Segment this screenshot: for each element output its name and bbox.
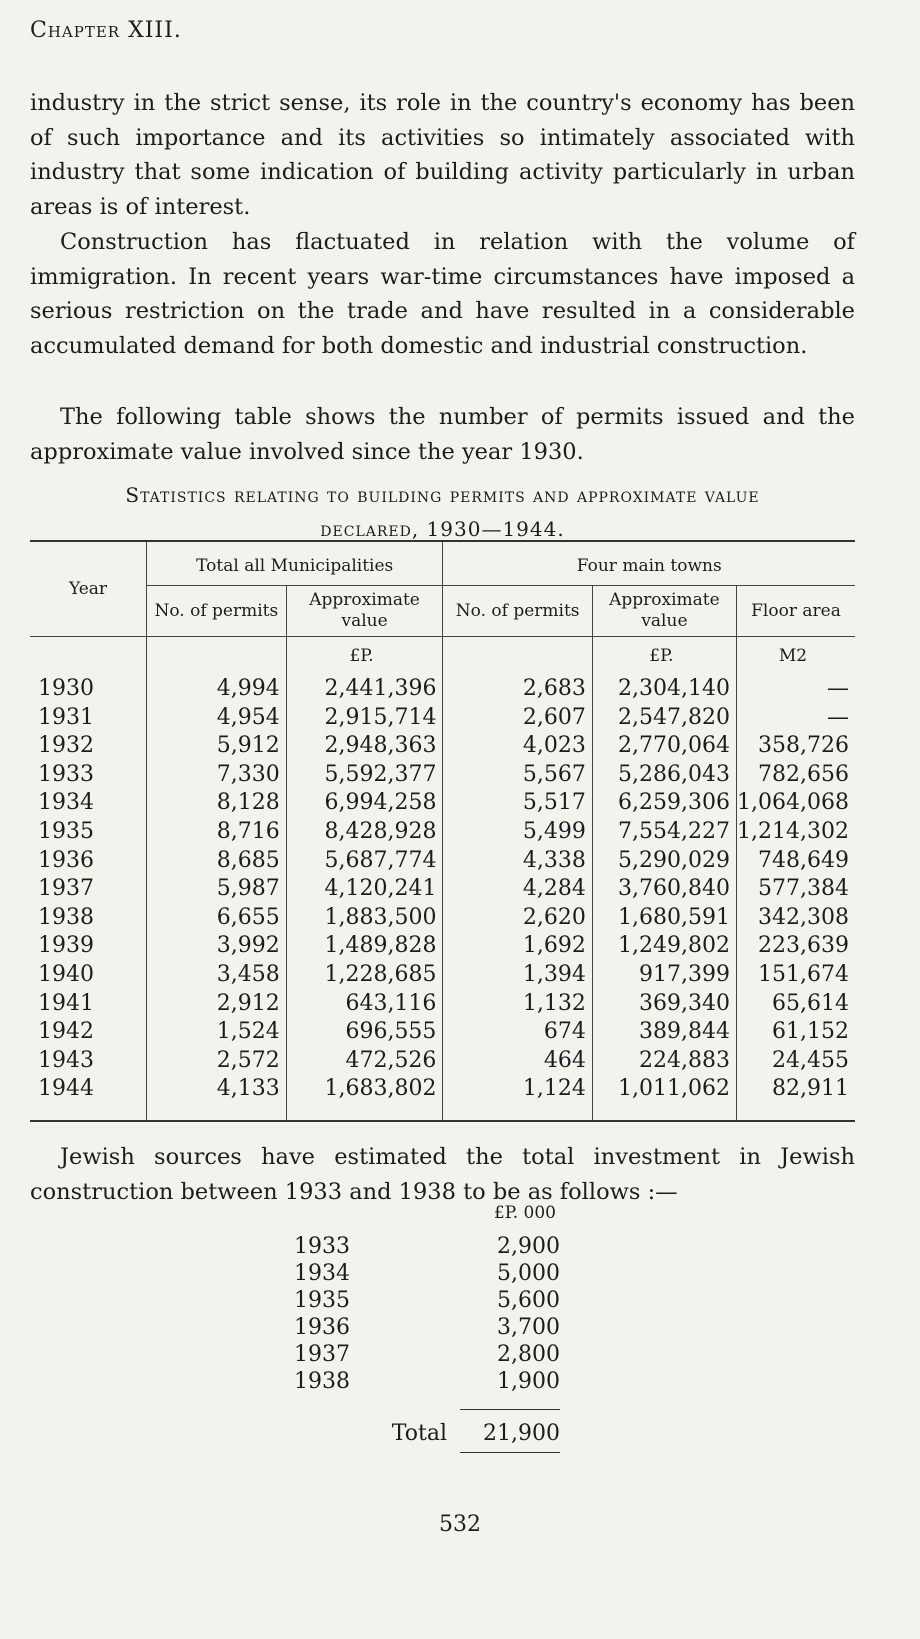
cell-floor-area: 782,656 [737, 761, 856, 790]
cell-floor-area: 577,384 [737, 875, 856, 904]
paragraph-3: The following table shows the number of permits issued and the approximate value involved since the year 1930. [30, 404, 855, 465]
cell-value-towns: 1,011,062 [592, 1075, 736, 1104]
header-group-municipalities: Total all Municipalities [146, 541, 442, 586]
cell-value-towns: 6,259,306 [592, 789, 736, 818]
table-row [30, 904, 855, 933]
cell-permits-towns: 464 [443, 1047, 592, 1076]
table-row [30, 789, 855, 818]
table-row [30, 732, 855, 761]
cell-permits-towns: 5,567 [443, 761, 592, 790]
investment-row [280, 1368, 560, 1395]
table-row [30, 961, 855, 990]
cell-permits: 1,524 [146, 1018, 286, 1047]
cell-permits-towns: 2,607 [443, 704, 592, 733]
cell-permits: 3,992 [146, 932, 286, 961]
header-floor-area: Floor area [737, 586, 856, 637]
cell-year: 1940 [38, 961, 94, 987]
cell-permits-towns: 4,023 [443, 732, 592, 761]
table-row [30, 1018, 855, 1047]
investment-year: 1938 [294, 1369, 350, 1394]
cell-floor-area: 1,064,068 [737, 789, 856, 818]
cell-value-towns: 5,290,029 [592, 847, 736, 876]
cell-value-towns: 7,554,227 [592, 818, 736, 847]
cell-year: 1937 [38, 876, 94, 902]
cell-value-towns: 1,249,802 [592, 932, 736, 961]
investment-year: 1934 [294, 1261, 350, 1286]
cell-floor-area: 223,639 [737, 932, 856, 961]
cell-permits: 8,128 [146, 789, 286, 818]
investment-amount: 3,700 [497, 1315, 560, 1340]
building-permits-table [30, 540, 855, 1122]
cell-floor-area: 65,614 [737, 990, 856, 1019]
cell-floor-area: 358,726 [737, 732, 856, 761]
investment-year: 1935 [294, 1288, 350, 1313]
cell-floor-area: 748,649 [737, 847, 856, 876]
cell-permits: 3,458 [146, 961, 286, 990]
cell-permits: 8,685 [146, 847, 286, 876]
cell-permits-towns: 2,620 [443, 904, 592, 933]
cell-permits: 4,994 [146, 675, 286, 704]
cell-value-towns: 3,760,840 [592, 875, 736, 904]
cell-year: 1938 [38, 904, 94, 930]
chapter-heading: Chapter XIII. [30, 18, 182, 43]
cell-value: 2,915,714 [286, 704, 443, 733]
cell-permits-towns: 5,499 [443, 818, 592, 847]
header-year: Year [30, 541, 146, 637]
unit-floor: M2 [737, 637, 856, 676]
cell-value: 696,555 [286, 1018, 443, 1047]
cell-permits-towns: 674 [443, 1018, 592, 1047]
cell-value-towns: 389,844 [592, 1018, 736, 1047]
cell-permits-towns: 1,132 [443, 990, 592, 1019]
cell-value: 5,687,774 [286, 847, 443, 876]
cell-permits: 6,655 [146, 904, 286, 933]
cell-floor-area: 82,911 [737, 1075, 856, 1104]
cell-year: 1932 [38, 733, 94, 759]
table-row [30, 1047, 855, 1076]
cell-value-towns: 2,770,064 [592, 732, 736, 761]
investment-row [280, 1314, 560, 1341]
cell-permits: 5,912 [146, 732, 286, 761]
cell-year: 1942 [38, 1019, 94, 1045]
cell-year: 1933 [38, 761, 94, 787]
investment-year: 1936 [294, 1315, 350, 1340]
cell-floor-area: — [737, 675, 856, 704]
investment-year: 1937 [294, 1342, 350, 1367]
cell-permits-towns: 2,683 [443, 675, 592, 704]
cell-year: 1930 [38, 676, 94, 701]
unit-value-towns: £P. [592, 637, 736, 676]
table-row [30, 847, 855, 876]
cell-permits: 2,912 [146, 990, 286, 1019]
header-group-four-towns: Four main towns [443, 541, 855, 586]
header-value-towns: Approximate value [592, 586, 736, 637]
investment-row [280, 1233, 560, 1260]
cell-permits: 8,716 [146, 818, 286, 847]
investment-amount: 2,900 [497, 1234, 560, 1259]
cell-year: 1941 [38, 990, 94, 1016]
table-row [30, 990, 855, 1019]
cell-year: 1936 [38, 847, 94, 873]
cell-value: 2,948,363 [286, 732, 443, 761]
cell-value: 1,883,500 [286, 904, 443, 933]
table-row [30, 875, 855, 904]
table-title-line1: Statistics relating to building permits and approximate value [125, 483, 760, 507]
cell-year: 1944 [38, 1076, 94, 1102]
total-value: 21,900 [483, 1421, 560, 1446]
cell-permits-towns: 1,394 [443, 961, 592, 990]
table-title [30, 478, 855, 546]
cell-value: 5,592,377 [286, 761, 443, 790]
cell-value-towns: 369,340 [592, 990, 736, 1019]
cell-permits: 7,330 [146, 761, 286, 790]
header-value: Approximate value [286, 586, 443, 637]
divider [460, 1452, 560, 1453]
investment-amount: 1,900 [497, 1369, 560, 1394]
page-number: 532 [439, 1512, 481, 1537]
cell-value-towns: 2,304,140 [592, 675, 736, 704]
investment-total-row [280, 1416, 560, 1452]
investment-row [280, 1341, 560, 1368]
cell-year: 1934 [38, 790, 94, 816]
cell-value-towns: 5,286,043 [592, 761, 736, 790]
cell-permits: 4,954 [146, 704, 286, 733]
table-row [30, 704, 855, 733]
cell-permits-towns: 1,124 [443, 1075, 592, 1104]
paragraph-4: Jewish sources have estimated the total investment in Jewish construction between 1933 and 1938 to be as follows :— [30, 1144, 855, 1205]
header-permits-towns: No. of permits [443, 586, 592, 637]
cell-value: 8,428,928 [286, 818, 443, 847]
cell-year: 1939 [38, 933, 94, 959]
table-row [30, 932, 855, 961]
investment-year: 1933 [294, 1234, 350, 1259]
investment-amount: 2,800 [497, 1342, 560, 1367]
cell-floor-area: 24,455 [737, 1047, 856, 1076]
cell-value: 2,441,396 [286, 675, 443, 704]
cell-value: 4,120,241 [286, 875, 443, 904]
cell-value-towns: 1,680,591 [592, 904, 736, 933]
paragraph-2: Construction has flactuated in relation with the volume of immigration. In recent years war-time circumstances have imposed a serious restriction on the trade and have resulted in a considerable accumulated demand for both domestic and industrial construction. [30, 229, 855, 359]
cell-floor-area: 342,308 [737, 904, 856, 933]
cell-floor-area: — [737, 704, 856, 733]
cell-floor-area: 151,674 [737, 961, 856, 990]
table-title-line2: declared, 1930—1944. [320, 517, 565, 541]
investment-amount: 5,000 [497, 1261, 560, 1286]
cell-value-towns: 2,547,820 [592, 704, 736, 733]
investment-unit: £P. 000 [493, 1203, 556, 1223]
cell-value: 1,683,802 [286, 1075, 443, 1104]
cell-year: 1935 [38, 818, 94, 844]
cell-permits: 4,133 [146, 1075, 286, 1104]
divider [460, 1409, 560, 1410]
cell-value: 472,526 [286, 1047, 443, 1076]
cell-value-towns: 917,399 [592, 961, 736, 990]
cell-floor-area: 61,152 [737, 1018, 856, 1047]
cell-permits-towns: 4,284 [443, 875, 592, 904]
cell-year: 1943 [38, 1047, 94, 1073]
investment-row [280, 1260, 560, 1287]
paragraph-1: industry in the strict sense, its role in the country's economy has been of such importance and its activities so intimately associated with industry that some indication of building activity particularly in urban areas is of interest. [30, 90, 855, 220]
table-row [30, 818, 855, 847]
cell-value: 6,994,258 [286, 789, 443, 818]
investment-row [280, 1287, 560, 1314]
cell-permits: 5,987 [146, 875, 286, 904]
table-row [30, 761, 855, 790]
cell-permits-towns: 1,692 [443, 932, 592, 961]
cell-floor-area: 1,214,302 [737, 818, 856, 847]
header-permits: No. of permits [146, 586, 286, 637]
total-label: Total [391, 1421, 448, 1446]
unit-value: £P. [286, 637, 443, 676]
investment-amount: 5,600 [497, 1288, 560, 1313]
cell-permits: 2,572 [146, 1047, 286, 1076]
cell-permits-towns: 5,517 [443, 789, 592, 818]
investment-table [280, 1203, 560, 1453]
table-row [30, 1075, 855, 1104]
cell-value: 1,228,685 [286, 961, 443, 990]
cell-value: 643,116 [286, 990, 443, 1019]
cell-year: 1931 [38, 704, 94, 730]
cell-permits-towns: 4,338 [443, 847, 592, 876]
cell-value: 1,489,828 [286, 932, 443, 961]
table-row [30, 675, 855, 704]
table-bottom-rule [30, 1104, 855, 1121]
cell-value-towns: 224,883 [592, 1047, 736, 1076]
